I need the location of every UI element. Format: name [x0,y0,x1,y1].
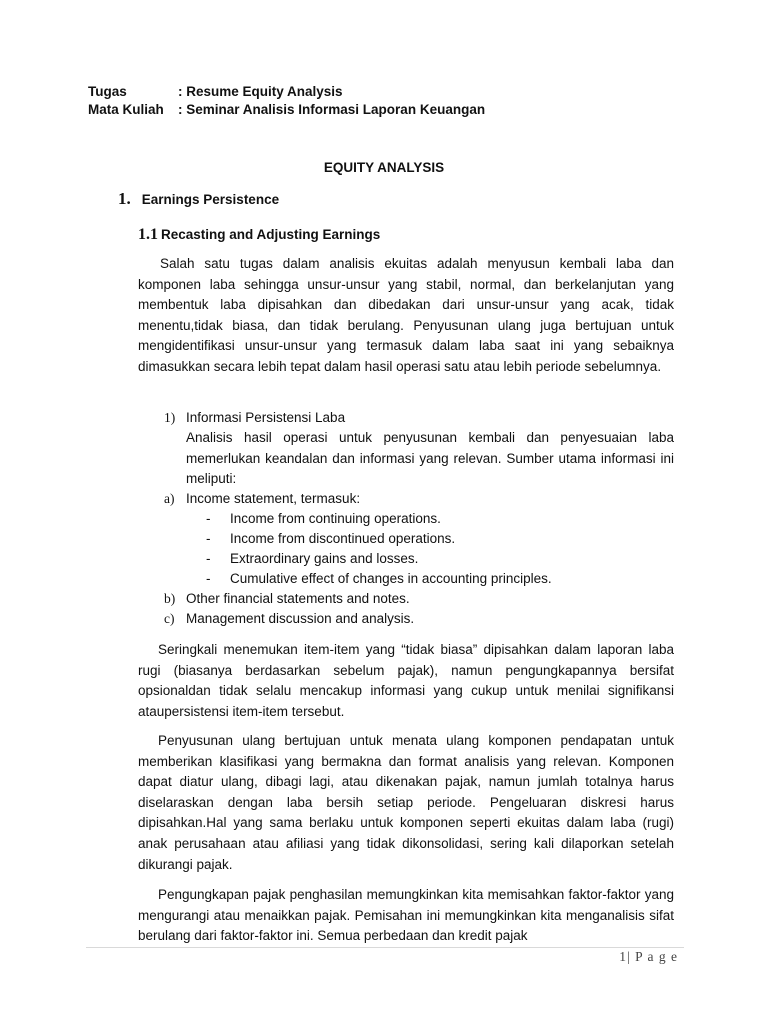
sublist-marker: c) [164,611,175,626]
tugas-label: Tugas [88,84,127,99]
dash-item-text: Cumulative effect of changes in accounting principles. [230,571,552,586]
sublist-item-a [164,489,552,509]
mata-kuliah-value: : Seminar Analisis Informasi Laporan Keuangan [178,102,486,117]
sublist-label: Income statement, termasuk: [186,491,361,506]
dash-item-text: Income from continuing operations. [230,511,441,526]
sublist-label: Management discussion and analysis. [186,611,415,626]
dash-marker: - [206,551,211,566]
tugas-value: : Resume Equity Analysis [178,84,343,99]
section-number: 1. [118,189,131,208]
dash-marker: - [206,531,211,546]
sublist-label: Other financial statements and notes. [186,591,410,606]
sublist-item-c [164,609,552,629]
dash-marker: - [206,571,211,586]
dash-item [164,549,552,569]
paragraph-4: Pengungkapan pajak penghasilan memungkinkan kita memisahkan faktor-faktor yang mengurangi atau menaikkan pajak. Pemisahan ini memungkinkan kita menganalisis sifat berulang dari faktor-faktor ini. Semua perbedaan dan kredit pajak [138,887,674,944]
sublist-marker: b) [164,591,176,606]
list-item-1 [164,408,345,428]
dash-item [164,509,552,529]
dash-item [164,529,552,549]
sublist [164,489,552,629]
subsection-heading-1-1 [138,226,380,244]
footer-divider [86,947,684,948]
sublist-marker: a) [164,491,175,506]
paragraph-2: Seringkali menemukan item-item yang “tidak biasa” dipisahkan dalam laporan laba rugi (biasanya berdasarkan sebelum pajak), namun pengungkapannya bersifat opsionaldan tidak selalu mencakup informasi yang cukup untuk menilai signifikansi ataupersistensi item-item tersebut. [138,642,674,719]
header-mata-kuliah [88,101,485,119]
list-marker: 1) [164,410,176,425]
list-item-title: Informasi Persistensi Laba [186,410,346,425]
header-tugas [88,83,343,101]
dash-marker: - [206,511,211,526]
dash-item-text: Extraordinary gains and losses. [230,551,419,566]
sublist-item-b [164,589,552,609]
page-footer [619,949,678,965]
list-item-1-body: Analisis hasil operasi untuk penyusunan kembali dan penyesuaian laba memerlukan keandalan dan informasi yang relevan. Sumber utama informasi ini meliputi: [186,430,674,487]
paragraph-1: Salah satu tugas dalam analisis ekuitas adalah menyusun kembali laba dan komponen laba sehingga unsur-unsur yang stabil, normal, dan berkelanjutan yang membentuk laba dipisahkan dan dibedakan dari unsur-unsur yang acak, tidak menentu,tidak biasa, dan tidak berulang. Penyusunan ulang juga bertujuan untuk mengidentifikasi unsur-unsur yang termasuk dalam laba saat ini yang sebaiknya dimasukkan secara lebih tepat dalam hasil operasi satu atau lebih periode sebelumnya. [138,256,674,374]
page-number: 1 [619,949,628,964]
dash-item [164,569,552,589]
mata-kuliah-label: Mata Kuliah [88,102,164,117]
document-title: EQUITY ANALYSIS [323,160,445,175]
page-label: | P a g e [627,949,678,964]
section-heading-1 [118,189,279,209]
section-label: Earnings Persistence [141,192,280,207]
subsection-number: 1.1 [138,226,158,243]
subsection-label: Recasting and Adjusting Earnings [161,227,381,242]
dash-item-text: Income from discontinued operations. [230,531,456,546]
paragraph-3: Penyusunan ulang bertujuan untuk menata ulang komponen pendapatan untuk memberikan klasifikasi yang bermakna dan format analisis yang relevan. Komponen dapat diatur ulang, dibagi lagi, atau dikenakan pajak, namun jumlah totalnya harus diselaraskan dengan laba bersih setiap periode. Pengeluaran diskresi harus dipisahkan.Hal yang sama berlaku untuk komponen seperti ekuitas dalam laba (rugi) anak perusahaan atau afiliasi yang tidak dikonsolidasi, sering kali dilaporkan setelah dikurangi pajak. [138,733,674,872]
